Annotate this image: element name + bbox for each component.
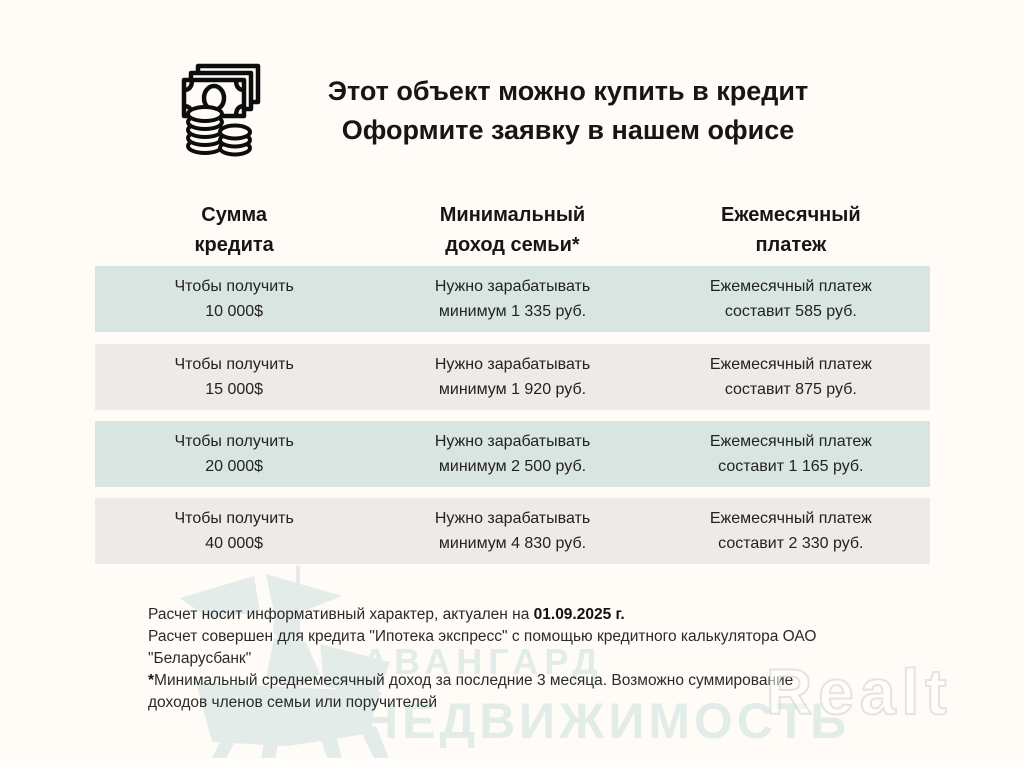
watermark-realt: Realt xyxy=(766,656,953,728)
column-header-text: кредита xyxy=(194,234,274,256)
cell-monthly-payment: Ежемесячный платеж составит 875 руб. xyxy=(709,356,872,398)
cell-min-income: Нужно зарабатывать минимум 4 830 руб. xyxy=(434,510,591,552)
footnote-line: доходов членов семьи или поручителей xyxy=(148,694,438,711)
column-header-text: доход семьи* xyxy=(445,234,580,256)
cell-monthly-payment: Ежемесячный платеж составит 2 330 руб. xyxy=(709,510,872,552)
column-header-text: Ежемесячный xyxy=(721,204,861,226)
cell-min-income: Нужно зарабатывать минимум 1 335 руб. xyxy=(434,278,591,320)
watermark-brand-line2: НЕДВИЖИМОСТЬ xyxy=(362,693,851,749)
column-header-text: Сумма xyxy=(201,204,268,226)
cell-credit-amount: Чтобы получить 40 000$ xyxy=(174,510,294,552)
cell-credit-amount: Чтобы получить 20 000$ xyxy=(174,433,294,475)
bottom-strip xyxy=(0,758,1024,768)
footnote-line: Расчет совершен для кредита "Ипотека экспресс" с помощью кредитного калькулятора ОАО xyxy=(148,628,817,645)
column-header-min-income xyxy=(373,200,651,260)
footnote-line: *Минимальный среднемесячный доход за последние 3 месяца. Возможно суммирование xyxy=(148,672,794,689)
footnote-line: "Беларусбанк" xyxy=(148,650,252,667)
table-row xyxy=(95,421,930,487)
page-title-line1: Этот объект можно купить в кредит xyxy=(327,76,809,106)
cell-min-income: Нужно зарабатывать минимум 1 920 руб. xyxy=(434,356,591,398)
column-header-monthly-payment xyxy=(652,200,930,260)
cell-credit-amount: Чтобы получить 15 000$ xyxy=(174,356,294,398)
cell-min-income: Нужно зарабатывать минимум 2 500 руб. xyxy=(434,433,591,475)
watermark-brand-line1: АВАНГАРД xyxy=(362,641,604,682)
column-header-text: платеж xyxy=(755,234,827,256)
footnote-asterisk: * xyxy=(148,672,155,689)
cell-credit-amount: Чтобы получить 10 000$ xyxy=(174,278,294,320)
footnote-date: 01.09.2025 г. xyxy=(533,606,625,623)
page-title-line2: Оформите заявку в нашем офисе xyxy=(341,115,795,145)
table-row xyxy=(95,344,930,410)
page-title xyxy=(286,72,850,150)
table-header xyxy=(95,200,930,260)
cell-monthly-payment: Ежемесячный платеж составит 1 165 руб. xyxy=(709,433,872,475)
footnote-line: Расчет носит информативный характер, актуален на 01.09.2025 г. xyxy=(148,606,625,623)
money-icon xyxy=(176,62,262,158)
table-row xyxy=(95,266,930,332)
column-header-credit-amount xyxy=(95,200,373,260)
column-header-text: Минимальный xyxy=(439,204,586,226)
cell-monthly-payment: Ежемесячный платеж составит 585 руб. xyxy=(709,278,872,320)
table-row xyxy=(95,498,930,564)
